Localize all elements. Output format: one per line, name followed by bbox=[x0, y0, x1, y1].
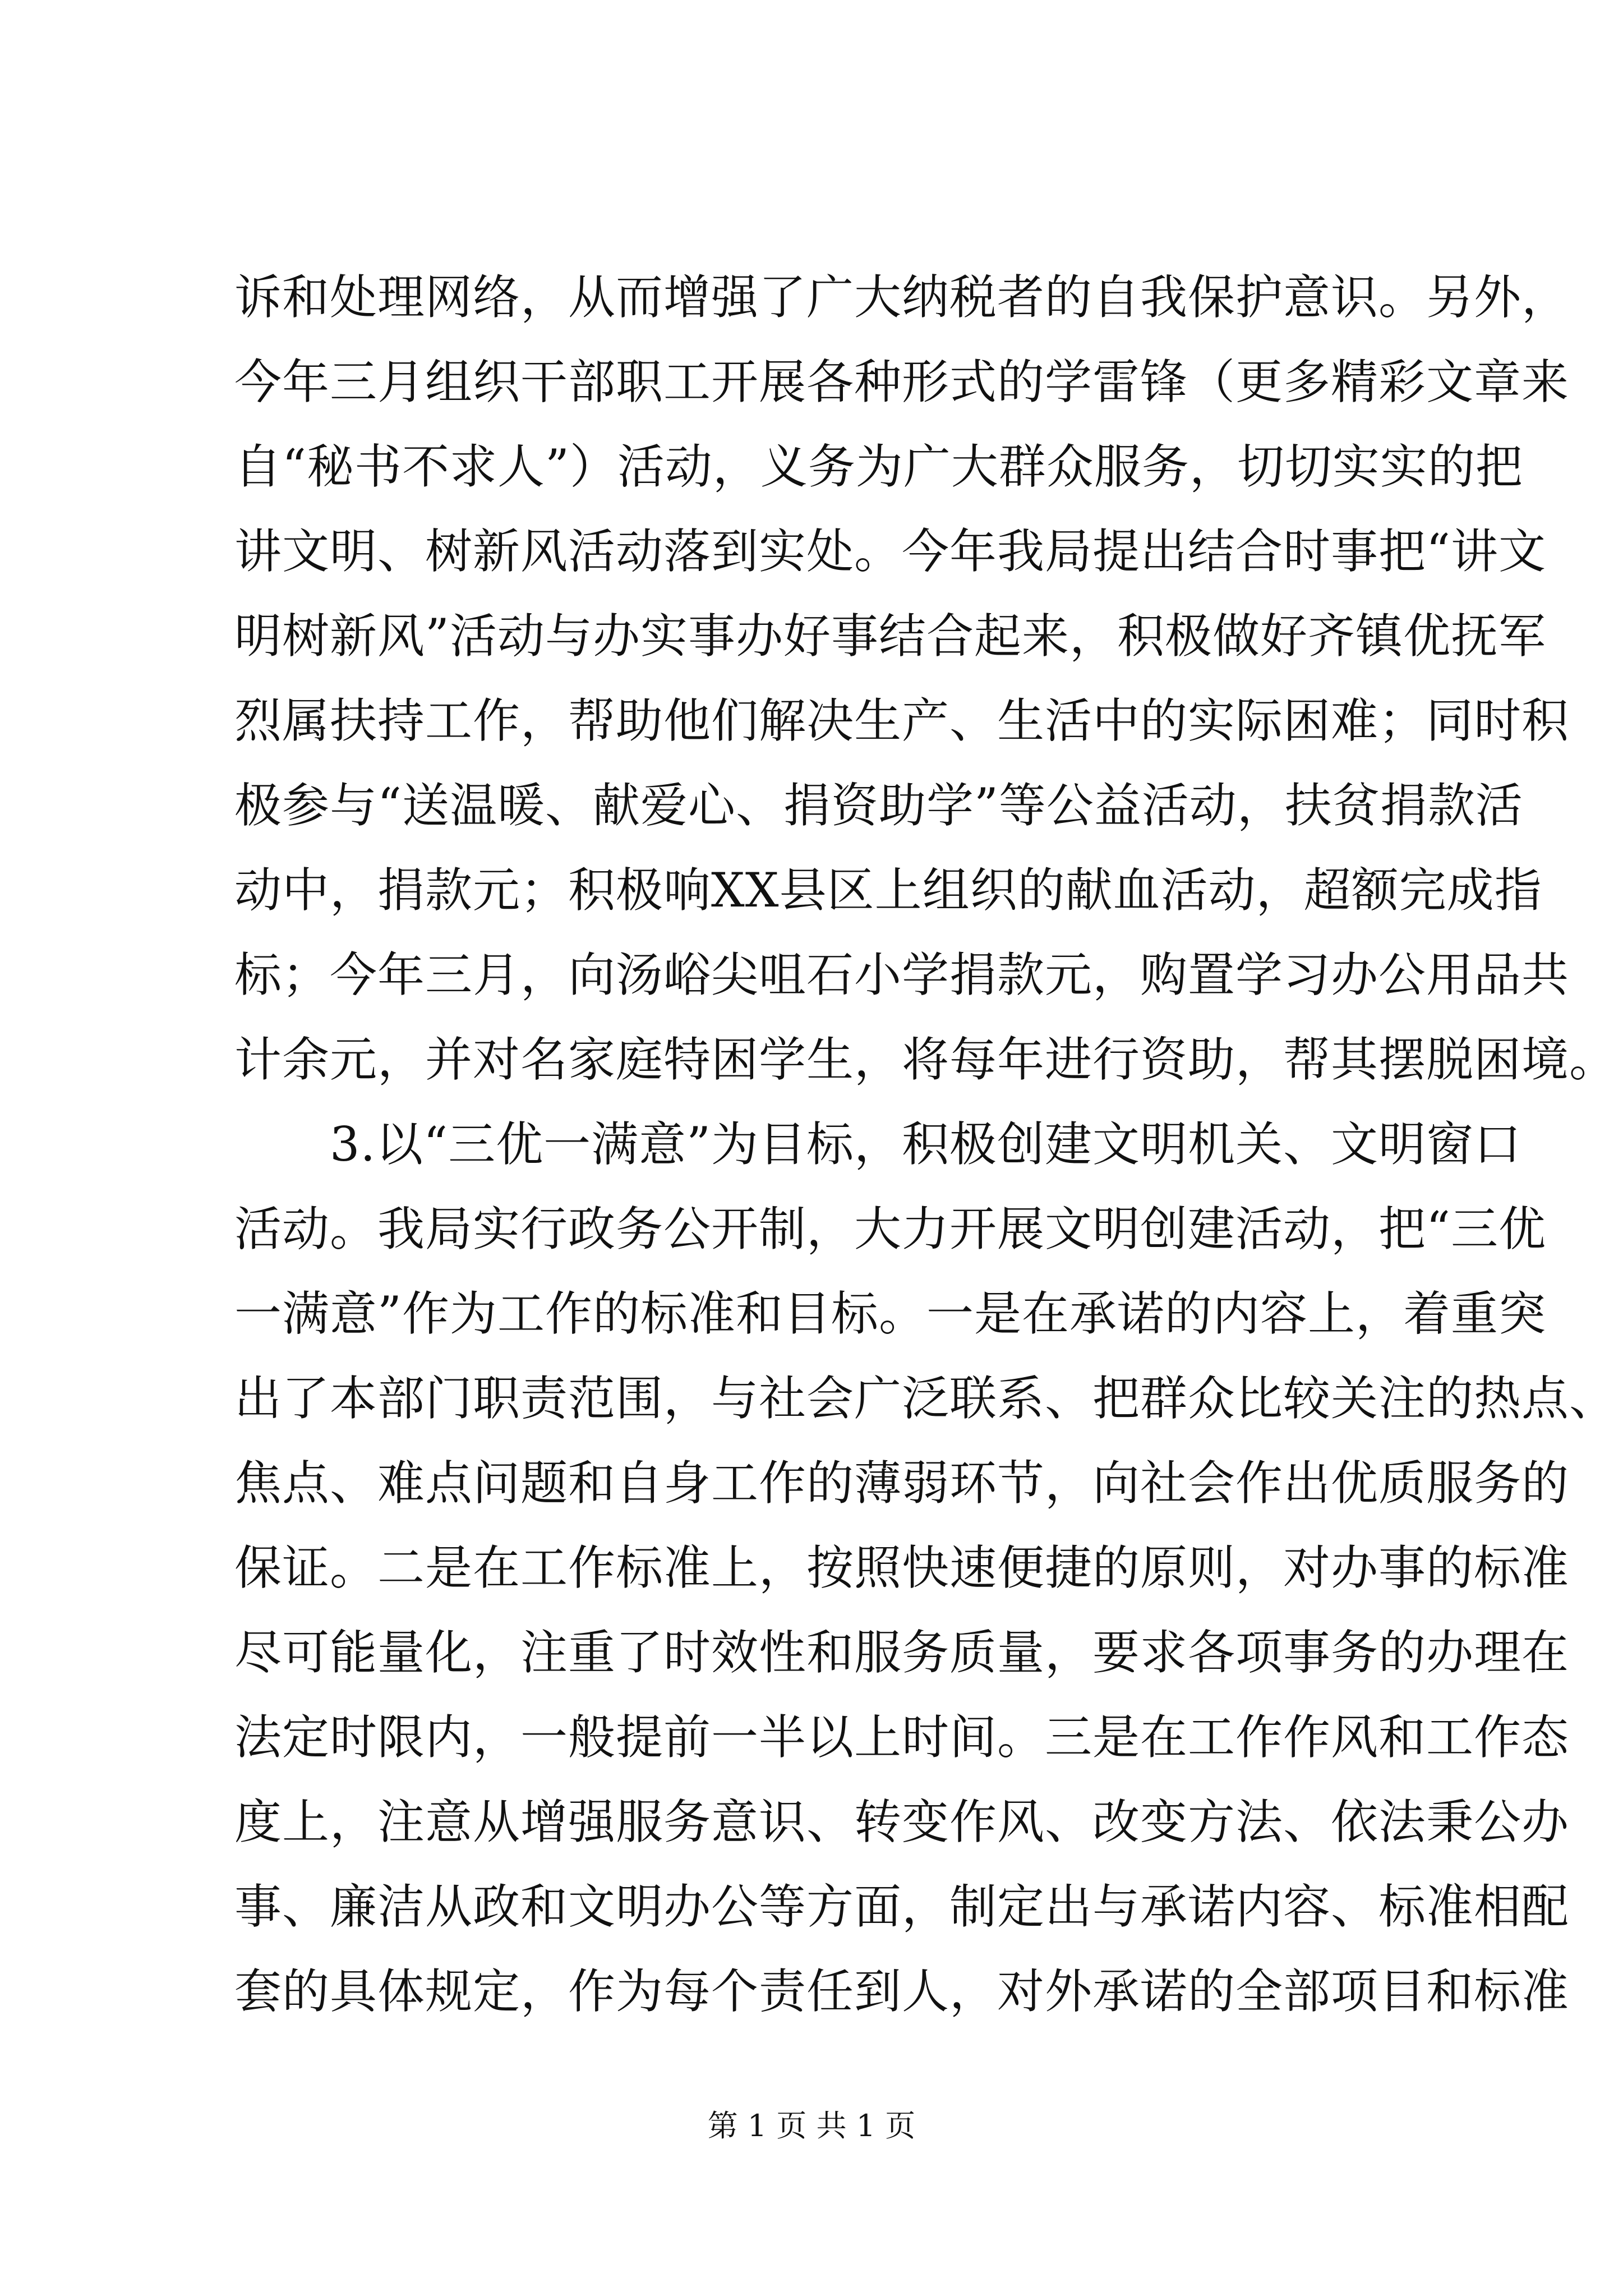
text-line: 尽可能量化，注重了时效性和服务质量，要求各项事务的办理在 bbox=[234, 1625, 1570, 1680]
text-line: 极参与“送温暖、献爱心、捐资助学”等公益活动，扶贫捐款活 bbox=[234, 778, 1523, 833]
text-line: 焦点、难点问题和自身工作的薄弱环节，向社会作出优质服务的 bbox=[234, 1456, 1570, 1511]
text-line: 一满意”作为工作的标准和目标。一是在承诺的内容上，着重突 bbox=[234, 1286, 1546, 1341]
text-line: 动中，捐款元；积极响XX县区上组织的献血活动，超额完成指 bbox=[234, 863, 1542, 918]
text-line: 自“秘书不求人”）活动，义务为广大群众服务，切切实实的把 bbox=[234, 439, 1523, 494]
text-line: 事、廉洁从政和文明办公等方面，制定出与承诺内容、标准相配 bbox=[234, 1879, 1570, 1934]
text-line: 明树新风”活动与办实事办好事结合起来，积极做好齐镇优抚军 bbox=[234, 609, 1546, 664]
document-body bbox=[234, 255, 1617, 2034]
text-line: 诉和处理网络，从而增强了广大纳税者的自我保护意识。另外， bbox=[234, 270, 1570, 325]
text-line: 出了本部门职责范围，与社会广泛联系、把群众比较关注的热点、 bbox=[234, 1371, 1617, 1426]
text-line: 今年三月组织干部职工开展各种形式的学雷锋（更多精彩文章来 bbox=[234, 355, 1570, 409]
text-line: 烈属扶持工作，帮助他们解决生产、生活中的实际困难；同时积 bbox=[234, 693, 1570, 748]
text-line: 活动。我局实行政务公开制，大力开展文明创建活动，把“三优 bbox=[234, 1202, 1546, 1257]
text-line: 法定时限内，一般提前一半以上时间。三是在工作作风和工作态 bbox=[234, 1710, 1570, 1765]
text-line: 度上，注意从增强服务意识、转变作风、改变方法、依法秉公办 bbox=[234, 1795, 1570, 1849]
text-line: 套的具体规定，作为每个责任到人，对外承诺的全部项目和标准 bbox=[234, 1964, 1570, 2019]
text-line: 讲文明、树新风活动落到实处。今年我局提出结合时事把“讲文 bbox=[234, 524, 1546, 579]
page-number-footer: 第 1 页 共 1 页 bbox=[707, 2108, 916, 2143]
text-line: 标；今年三月，向汤峪尖咀石小学捐款元，购置学习办公用品共 bbox=[234, 947, 1570, 1002]
text-line: 计余元，并对名家庭特困学生，将每年进行资助，帮其摆脱困境。 bbox=[234, 1032, 1617, 1087]
paragraph-first-line: 3.以“三优一满意”为目标，积极创建文明机关、文明窗口 bbox=[330, 1117, 1522, 1172]
text-line: 保证。二是在工作标准上，按照快速便捷的原则，对办事的标准 bbox=[234, 1540, 1570, 1595]
